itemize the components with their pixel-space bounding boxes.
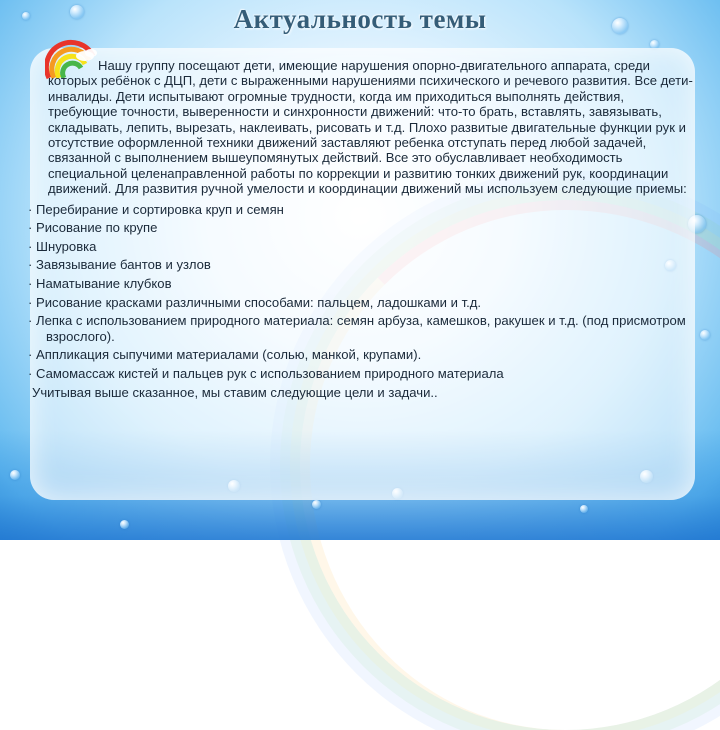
- list-item: · Перебирание и сортировка круп и семян: [28, 201, 284, 217]
- closing-line: Учитывая выше сказанное, мы ставим следующие цели и задачи..: [32, 385, 438, 401]
- list-item: · Рисование красками различными способами: пальцем, ладошками и т.д.: [28, 294, 482, 310]
- list-item: · Лепка с использованием природного материала: семян арбуза, камешков, ракушек и т.д. (под присмотром взрослого).: [28, 313, 686, 344]
- bubble: [120, 520, 129, 529]
- bubble: [10, 470, 20, 480]
- bubble: [580, 505, 588, 513]
- slide-body: [22, 58, 702, 401]
- list-item: · Самомассаж кистей и пальцев рук с использованием природного материала: [28, 365, 504, 381]
- list-item: · Завязывание бантов и узлов: [28, 257, 211, 273]
- slide-title: Актуальность темы: [233, 4, 487, 34]
- list-item: · Наматывание клубков: [28, 276, 172, 292]
- list-item: · Аппликация сыпучими материалами (солью, манкой, крупами).: [28, 347, 422, 363]
- list-item: · Рисование по крупе: [28, 220, 158, 236]
- list-item: · Шнуровка: [28, 238, 97, 254]
- bubble: [312, 500, 321, 509]
- intro-paragraph: Нашу группу посещают дети, имеющие нарушения опорно-двигательного аппарата, среди которых ребёнок с ДЦП, дети с выраженными нарушениями психического и речевого развития. Все дети-инвалиды. Дети испытывают огромные трудности, когда им приходиться выполнять действия, требующие точности, выверенности и синхронности движений: что-то брать, вставлять, завязывать, складывать, лепить, вырезать, наклеивать, рисовать и т.д. Плохо развитые двигательные функции рук и отсутствие оформленной техники движений заставляют ребенка отступать перед любой задачей, связанной с выполнением вышеупомянутых действий. Все это обуславливает необходимость специальной целенаправленной работы по коррекции и развитию тонких движений рук, координации движений. Для развития ручной умелости и координации движений мы используем следующие приемы:: [48, 58, 693, 197]
